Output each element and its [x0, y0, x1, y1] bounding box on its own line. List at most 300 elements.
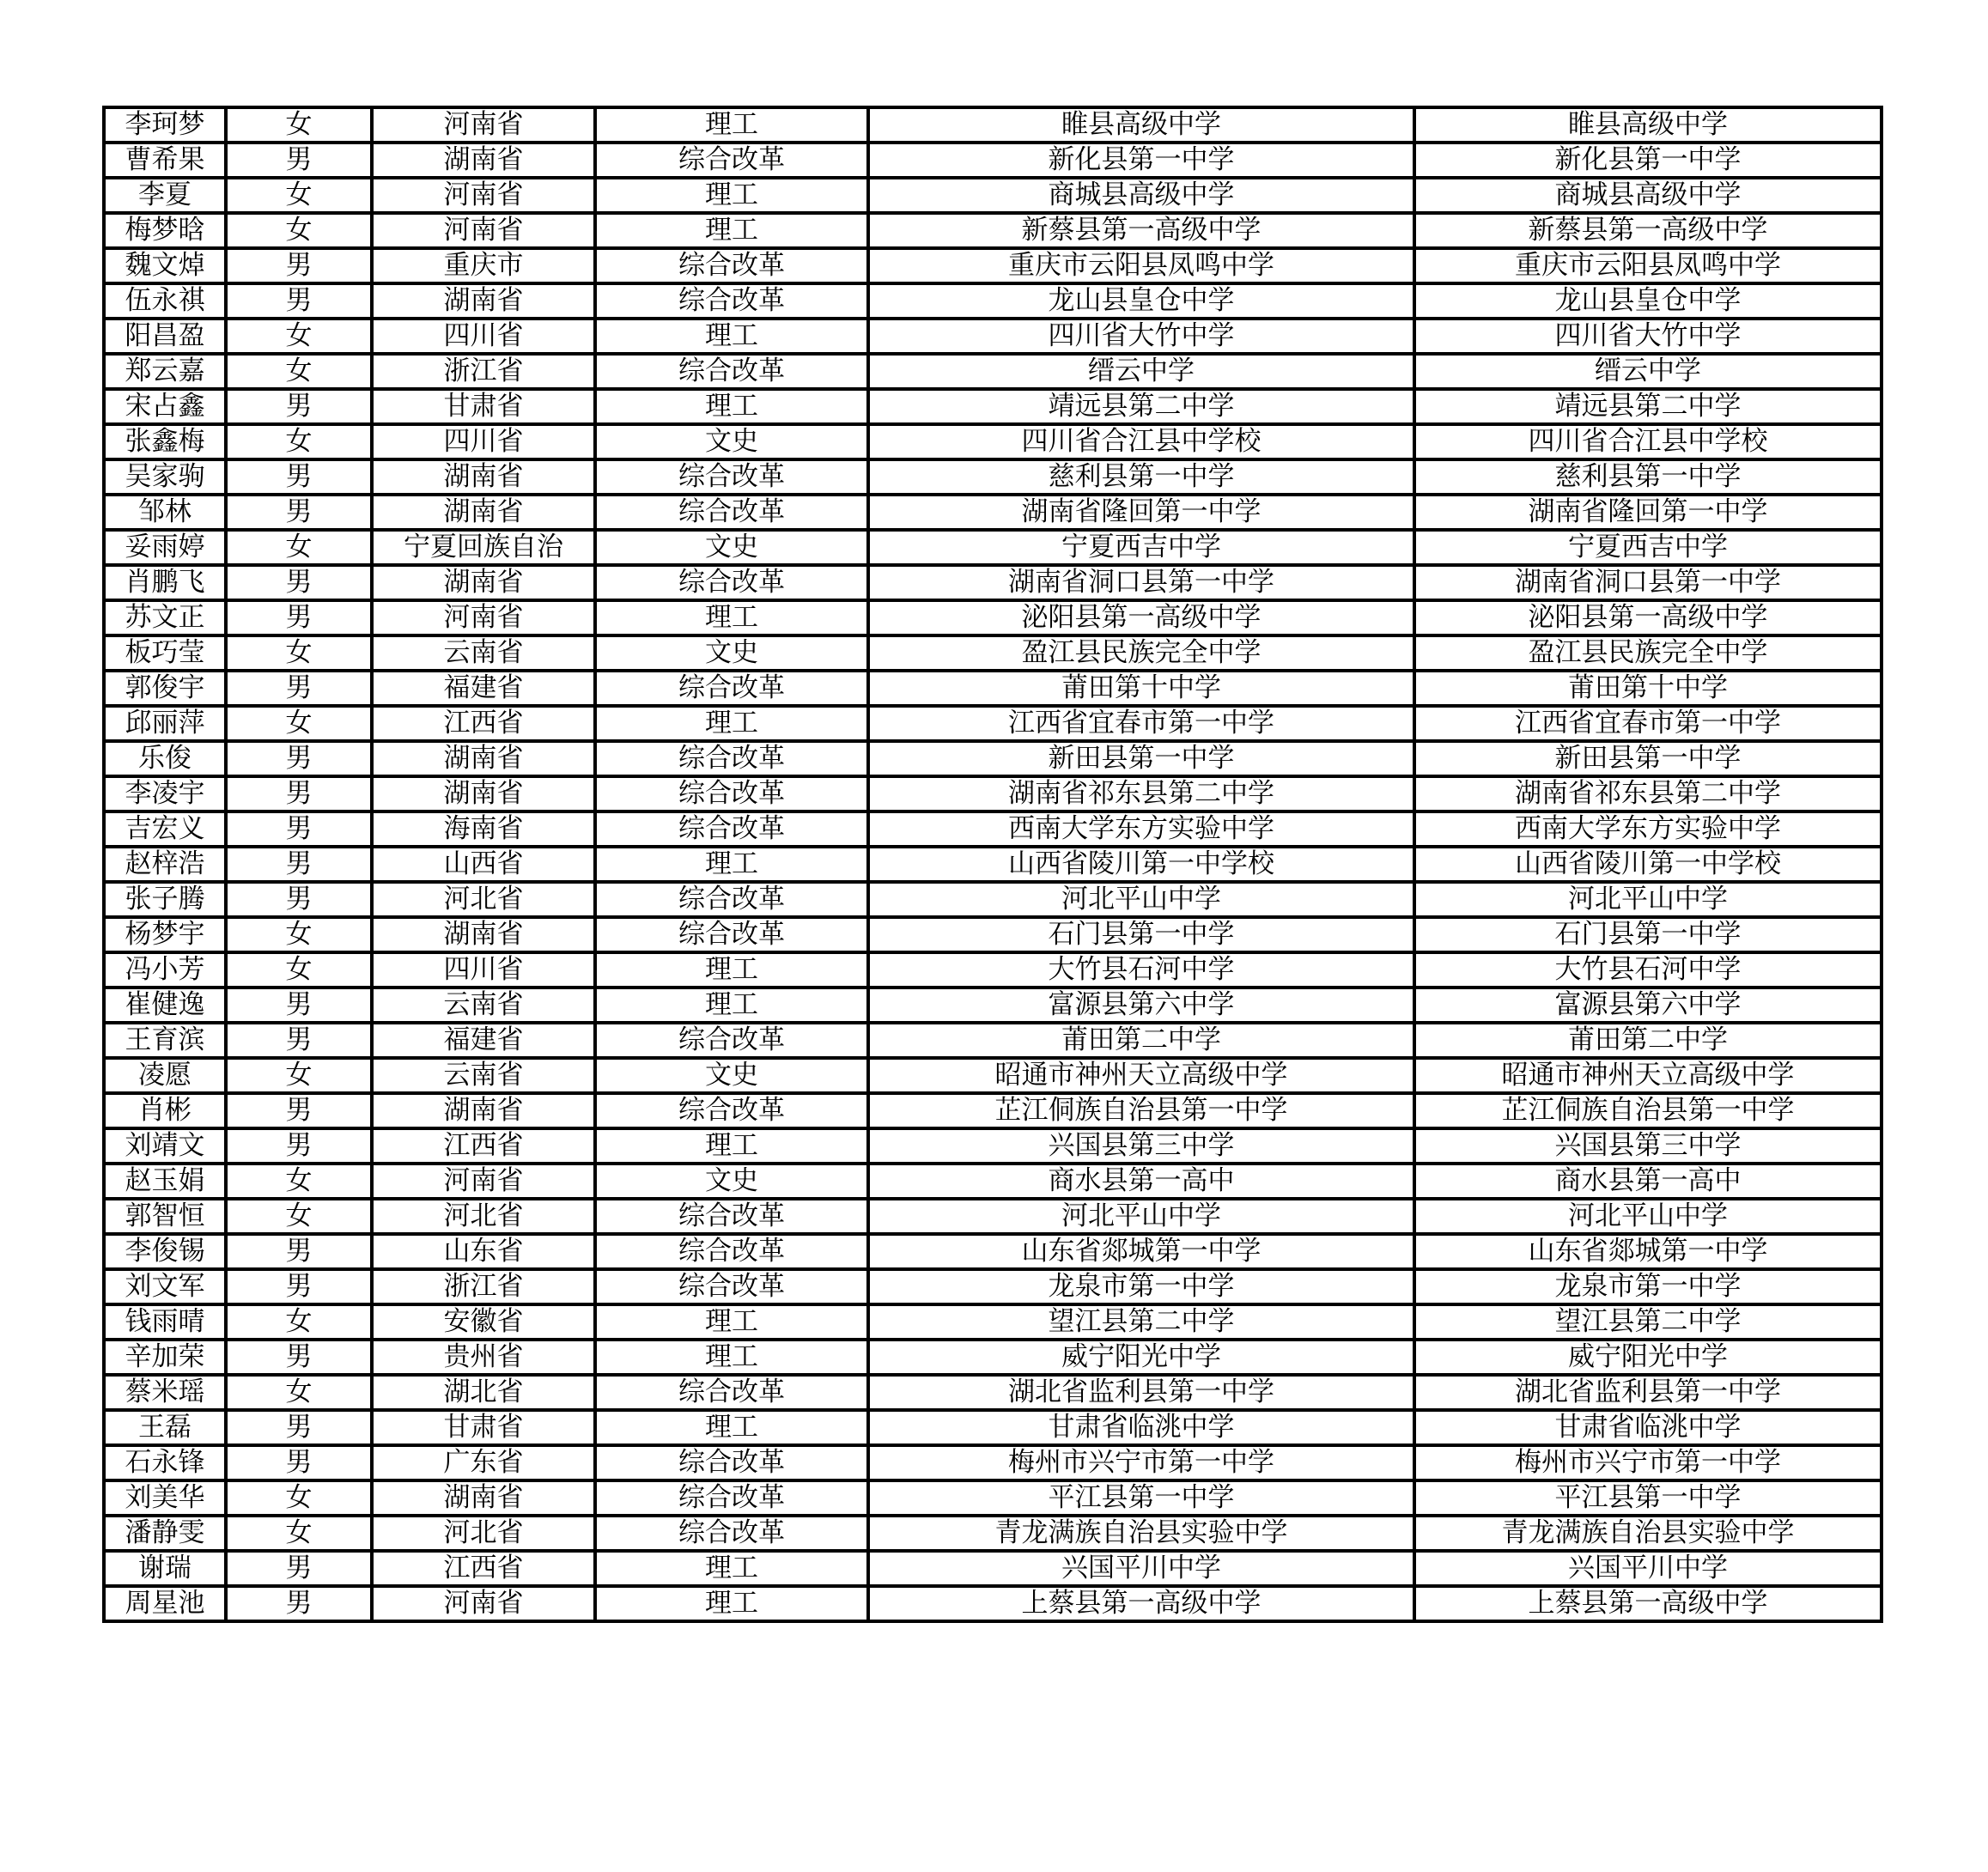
province-cell: 河北省 — [372, 1199, 595, 1234]
school-cell: 湖南省洞口县第一中学 — [868, 565, 1414, 600]
graduating-school-cell: 望江县第二中学 — [1414, 1304, 1882, 1340]
school-cell: 芷江侗族自治县第一中学 — [868, 1093, 1414, 1128]
province-cell: 湖北省 — [372, 1375, 595, 1410]
category-cell: 综合改革 — [595, 1269, 868, 1304]
graduating-school-cell: 山西省陵川第一中学校 — [1414, 847, 1882, 882]
category-cell: 理工 — [595, 1551, 868, 1586]
name-cell: 邹林 — [104, 495, 226, 530]
name-cell: 李俊锡 — [104, 1234, 226, 1269]
category-cell: 综合改革 — [595, 1480, 868, 1516]
province-cell: 湖南省 — [372, 143, 595, 178]
table-row — [104, 178, 1882, 213]
category-cell: 理工 — [595, 107, 868, 143]
school-cell: 四川省大竹中学 — [868, 319, 1414, 354]
gender-cell: 男 — [226, 1234, 372, 1269]
province-cell: 河南省 — [372, 1164, 595, 1199]
name-cell: 阳昌盈 — [104, 319, 226, 354]
graduating-school-cell: 重庆市云阳县凤鸣中学 — [1414, 248, 1882, 283]
school-cell: 富源县第六中学 — [868, 988, 1414, 1023]
graduating-school-cell: 盈江县民族完全中学 — [1414, 635, 1882, 671]
school-cell: 湖南省隆回第一中学 — [868, 495, 1414, 530]
name-cell: 凌愿 — [104, 1058, 226, 1093]
name-cell: 魏文焯 — [104, 248, 226, 283]
province-cell: 宁夏回族自治 — [372, 530, 595, 565]
school-cell: 河北平山中学 — [868, 1199, 1414, 1234]
gender-cell: 男 — [226, 495, 372, 530]
category-cell: 理工 — [595, 847, 868, 882]
province-cell: 福建省 — [372, 671, 595, 706]
name-cell: 辛加荣 — [104, 1340, 226, 1375]
school-cell: 慈利县第一中学 — [868, 459, 1414, 495]
gender-cell: 女 — [226, 213, 372, 248]
graduating-school-cell: 新化县第一中学 — [1414, 143, 1882, 178]
table-row — [104, 1234, 1882, 1269]
province-cell: 重庆市 — [372, 248, 595, 283]
province-cell: 甘肃省 — [372, 1410, 595, 1445]
table-row — [104, 1375, 1882, 1410]
province-cell: 江西省 — [372, 1128, 595, 1164]
gender-cell: 男 — [226, 600, 372, 635]
name-cell: 曹希果 — [104, 143, 226, 178]
gender-cell: 男 — [226, 283, 372, 319]
name-cell: 赵玉娟 — [104, 1164, 226, 1199]
province-cell: 湖南省 — [372, 917, 595, 952]
province-cell: 海南省 — [372, 811, 595, 847]
table-row — [104, 776, 1882, 811]
name-cell: 郑云嘉 — [104, 354, 226, 389]
category-cell: 综合改革 — [595, 459, 868, 495]
gender-cell: 女 — [226, 952, 372, 988]
name-cell: 赵梓浩 — [104, 847, 226, 882]
name-cell: 吉宏义 — [104, 811, 226, 847]
province-cell: 湖南省 — [372, 741, 595, 776]
province-cell: 河北省 — [372, 1516, 595, 1551]
category-cell: 综合改革 — [595, 1234, 868, 1269]
table-row — [104, 424, 1882, 459]
name-cell: 乐俊 — [104, 741, 226, 776]
category-cell: 综合改革 — [595, 917, 868, 952]
graduating-school-cell: 威宁阳光中学 — [1414, 1340, 1882, 1375]
category-cell: 文史 — [595, 424, 868, 459]
province-cell: 江西省 — [372, 1551, 595, 1586]
category-cell: 综合改革 — [595, 811, 868, 847]
name-cell: 崔健逸 — [104, 988, 226, 1023]
graduating-school-cell: 昭通市神州天立高级中学 — [1414, 1058, 1882, 1093]
graduating-school-cell: 宁夏西吉中学 — [1414, 530, 1882, 565]
province-cell: 河南省 — [372, 600, 595, 635]
table-row — [104, 319, 1882, 354]
graduating-school-cell: 缙云中学 — [1414, 354, 1882, 389]
gender-cell: 男 — [226, 1128, 372, 1164]
province-cell: 湖南省 — [372, 1093, 595, 1128]
province-cell: 山东省 — [372, 1234, 595, 1269]
name-cell: 李珂梦 — [104, 107, 226, 143]
province-cell: 湖南省 — [372, 283, 595, 319]
category-cell: 理工 — [595, 1128, 868, 1164]
province-cell: 四川省 — [372, 952, 595, 988]
graduating-school-cell: 莆田第二中学 — [1414, 1023, 1882, 1058]
school-cell: 昭通市神州天立高级中学 — [868, 1058, 1414, 1093]
table-row — [104, 107, 1882, 143]
gender-cell: 男 — [226, 565, 372, 600]
gender-cell: 女 — [226, 706, 372, 741]
category-cell: 综合改革 — [595, 1023, 868, 1058]
name-cell: 邱丽萍 — [104, 706, 226, 741]
name-cell: 杨梦宇 — [104, 917, 226, 952]
category-cell: 理工 — [595, 706, 868, 741]
school-cell: 甘肃省临洮中学 — [868, 1410, 1414, 1445]
name-cell: 王磊 — [104, 1410, 226, 1445]
table-row — [104, 635, 1882, 671]
gender-cell: 女 — [226, 319, 372, 354]
gender-cell: 男 — [226, 1269, 372, 1304]
graduating-school-cell: 湖南省洞口县第一中学 — [1414, 565, 1882, 600]
graduating-school-cell: 靖远县第二中学 — [1414, 389, 1882, 424]
category-cell: 综合改革 — [595, 1445, 868, 1480]
gender-cell: 女 — [226, 1375, 372, 1410]
table-row — [104, 1445, 1882, 1480]
category-cell: 综合改革 — [595, 565, 868, 600]
table-row — [104, 741, 1882, 776]
category-cell: 综合改革 — [595, 248, 868, 283]
graduating-school-cell: 甘肃省临洮中学 — [1414, 1410, 1882, 1445]
table-row — [104, 988, 1882, 1023]
category-cell: 理工 — [595, 213, 868, 248]
graduating-school-cell: 兴国平川中学 — [1414, 1551, 1882, 1586]
province-cell: 河南省 — [372, 213, 595, 248]
graduating-school-cell: 慈利县第一中学 — [1414, 459, 1882, 495]
table-row — [104, 459, 1882, 495]
category-cell: 理工 — [595, 178, 868, 213]
graduating-school-cell: 石门县第一中学 — [1414, 917, 1882, 952]
name-cell: 谢瑞 — [104, 1551, 226, 1586]
province-cell: 四川省 — [372, 319, 595, 354]
graduating-school-cell: 上蔡县第一高级中学 — [1414, 1586, 1882, 1621]
gender-cell: 女 — [226, 354, 372, 389]
name-cell: 郭智恒 — [104, 1199, 226, 1234]
table-row — [104, 495, 1882, 530]
name-cell: 妥雨婷 — [104, 530, 226, 565]
graduating-school-cell: 新田县第一中学 — [1414, 741, 1882, 776]
province-cell: 福建省 — [372, 1023, 595, 1058]
province-cell: 云南省 — [372, 635, 595, 671]
table-row — [104, 1304, 1882, 1340]
gender-cell: 男 — [226, 776, 372, 811]
name-cell: 梅梦晗 — [104, 213, 226, 248]
category-cell: 文史 — [595, 530, 868, 565]
table-row — [104, 1023, 1882, 1058]
category-cell: 理工 — [595, 389, 868, 424]
province-cell: 浙江省 — [372, 354, 595, 389]
graduating-school-cell: 泌阳县第一高级中学 — [1414, 600, 1882, 635]
graduating-school-cell: 四川省合江县中学校 — [1414, 424, 1882, 459]
province-cell: 河南省 — [372, 107, 595, 143]
table-row — [104, 1340, 1882, 1375]
name-cell: 刘美华 — [104, 1480, 226, 1516]
category-cell: 综合改革 — [595, 495, 868, 530]
graduating-school-cell: 江西省宜春市第一中学 — [1414, 706, 1882, 741]
province-cell: 河南省 — [372, 178, 595, 213]
province-cell: 江西省 — [372, 706, 595, 741]
table-row — [104, 565, 1882, 600]
graduating-school-cell: 龙山县皇仓中学 — [1414, 283, 1882, 319]
category-cell: 理工 — [595, 319, 868, 354]
table-row — [104, 213, 1882, 248]
category-cell: 理工 — [595, 600, 868, 635]
table-row — [104, 1551, 1882, 1586]
school-cell: 大竹县石河中学 — [868, 952, 1414, 988]
gender-cell: 男 — [226, 459, 372, 495]
table-row — [104, 143, 1882, 178]
graduating-school-cell: 芷江侗族自治县第一中学 — [1414, 1093, 1882, 1128]
name-cell: 蔡米瑶 — [104, 1375, 226, 1410]
table-row — [104, 248, 1882, 283]
province-cell: 广东省 — [372, 1445, 595, 1480]
name-cell: 李凌宇 — [104, 776, 226, 811]
school-cell: 四川省合江县中学校 — [868, 424, 1414, 459]
name-cell: 钱雨晴 — [104, 1304, 226, 1340]
school-cell: 兴国县第三中学 — [868, 1128, 1414, 1164]
school-cell: 湖北省监利县第一中学 — [868, 1375, 1414, 1410]
graduating-school-cell: 梅州市兴宁市第一中学 — [1414, 1445, 1882, 1480]
name-cell: 冯小芳 — [104, 952, 226, 988]
school-cell: 兴国平川中学 — [868, 1551, 1414, 1586]
graduating-school-cell: 商城县高级中学 — [1414, 178, 1882, 213]
graduating-school-cell: 兴国县第三中学 — [1414, 1128, 1882, 1164]
name-cell: 李夏 — [104, 178, 226, 213]
school-cell: 石门县第一中学 — [868, 917, 1414, 952]
school-cell: 莆田第二中学 — [868, 1023, 1414, 1058]
school-cell: 新田县第一中学 — [868, 741, 1414, 776]
category-cell: 综合改革 — [595, 882, 868, 917]
category-cell: 综合改革 — [595, 143, 868, 178]
table-row — [104, 1410, 1882, 1445]
school-cell: 江西省宜春市第一中学 — [868, 706, 1414, 741]
name-cell: 伍永祺 — [104, 283, 226, 319]
gender-cell: 男 — [226, 1551, 372, 1586]
province-cell: 贵州省 — [372, 1340, 595, 1375]
province-cell: 云南省 — [372, 1058, 595, 1093]
graduating-school-cell: 商水县第一高中 — [1414, 1164, 1882, 1199]
school-cell: 山东省郯城第一中学 — [868, 1234, 1414, 1269]
gender-cell: 男 — [226, 1023, 372, 1058]
name-cell: 张鑫梅 — [104, 424, 226, 459]
gender-cell: 男 — [226, 741, 372, 776]
gender-cell: 女 — [226, 107, 372, 143]
school-cell: 河北平山中学 — [868, 882, 1414, 917]
table-row — [104, 952, 1882, 988]
gender-cell: 女 — [226, 178, 372, 213]
name-cell: 肖鹏飞 — [104, 565, 226, 600]
category-cell: 理工 — [595, 1340, 868, 1375]
school-cell: 梅州市兴宁市第一中学 — [868, 1445, 1414, 1480]
gender-cell: 男 — [226, 1093, 372, 1128]
gender-cell: 女 — [226, 1480, 372, 1516]
school-cell: 龙山县皇仓中学 — [868, 283, 1414, 319]
category-cell: 综合改革 — [595, 354, 868, 389]
school-cell: 泌阳县第一高级中学 — [868, 600, 1414, 635]
school-cell: 平江县第一中学 — [868, 1480, 1414, 1516]
category-cell: 综合改革 — [595, 671, 868, 706]
gender-cell: 男 — [226, 1340, 372, 1375]
name-cell: 肖彬 — [104, 1093, 226, 1128]
name-cell: 吴家驹 — [104, 459, 226, 495]
name-cell: 王育滨 — [104, 1023, 226, 1058]
category-cell: 文史 — [595, 635, 868, 671]
name-cell: 刘靖文 — [104, 1128, 226, 1164]
school-cell: 山西省陵川第一中学校 — [868, 847, 1414, 882]
category-cell: 综合改革 — [595, 1516, 868, 1551]
gender-cell: 男 — [226, 811, 372, 847]
student-table-body — [104, 107, 1882, 1621]
gender-cell: 女 — [226, 635, 372, 671]
table-row — [104, 847, 1882, 882]
table-row — [104, 917, 1882, 952]
province-cell: 云南省 — [372, 988, 595, 1023]
graduating-school-cell: 河北平山中学 — [1414, 882, 1882, 917]
category-cell: 综合改革 — [595, 776, 868, 811]
name-cell: 张子腾 — [104, 882, 226, 917]
gender-cell: 男 — [226, 1445, 372, 1480]
table-row — [104, 882, 1882, 917]
graduating-school-cell: 睢县高级中学 — [1414, 107, 1882, 143]
graduating-school-cell: 青龙满族自治县实验中学 — [1414, 1516, 1882, 1551]
gender-cell: 男 — [226, 143, 372, 178]
table-row — [104, 1269, 1882, 1304]
graduating-school-cell: 湖北省监利县第一中学 — [1414, 1375, 1882, 1410]
category-cell: 理工 — [595, 1304, 868, 1340]
province-cell: 湖南省 — [372, 495, 595, 530]
school-cell: 靖远县第二中学 — [868, 389, 1414, 424]
table-row — [104, 389, 1882, 424]
table-row — [104, 671, 1882, 706]
name-cell: 宋占鑫 — [104, 389, 226, 424]
graduating-school-cell: 西南大学东方实验中学 — [1414, 811, 1882, 847]
gender-cell: 女 — [226, 1164, 372, 1199]
name-cell: 潘静雯 — [104, 1516, 226, 1551]
graduating-school-cell: 山东省郯城第一中学 — [1414, 1234, 1882, 1269]
gender-cell: 男 — [226, 988, 372, 1023]
category-cell: 综合改革 — [595, 1375, 868, 1410]
school-cell: 盈江县民族完全中学 — [868, 635, 1414, 671]
school-cell: 莆田第十中学 — [868, 671, 1414, 706]
category-cell: 综合改革 — [595, 283, 868, 319]
province-cell: 湖南省 — [372, 776, 595, 811]
graduating-school-cell: 平江县第一中学 — [1414, 1480, 1882, 1516]
table-row — [104, 1093, 1882, 1128]
province-cell: 湖南省 — [372, 565, 595, 600]
province-cell: 浙江省 — [372, 1269, 595, 1304]
gender-cell: 女 — [226, 1516, 372, 1551]
school-cell: 重庆市云阳县凤鸣中学 — [868, 248, 1414, 283]
gender-cell: 男 — [226, 389, 372, 424]
school-cell: 西南大学东方实验中学 — [868, 811, 1414, 847]
gender-cell: 男 — [226, 248, 372, 283]
table-row — [104, 706, 1882, 741]
student-table — [102, 106, 1883, 1623]
name-cell: 板巧莹 — [104, 635, 226, 671]
school-cell: 威宁阳光中学 — [868, 1340, 1414, 1375]
table-row — [104, 1164, 1882, 1199]
graduating-school-cell: 龙泉市第一中学 — [1414, 1269, 1882, 1304]
province-cell: 河北省 — [372, 882, 595, 917]
school-cell: 望江县第二中学 — [868, 1304, 1414, 1340]
table-row — [104, 354, 1882, 389]
gender-cell: 女 — [226, 1304, 372, 1340]
school-cell: 睢县高级中学 — [868, 107, 1414, 143]
graduating-school-cell: 大竹县石河中学 — [1414, 952, 1882, 988]
gender-cell: 男 — [226, 1586, 372, 1621]
table-row — [104, 1058, 1882, 1093]
table-row — [104, 1586, 1882, 1621]
gender-cell: 男 — [226, 847, 372, 882]
name-cell: 苏文正 — [104, 600, 226, 635]
gender-cell: 女 — [226, 530, 372, 565]
category-cell: 综合改革 — [595, 1199, 868, 1234]
category-cell: 文史 — [595, 1058, 868, 1093]
province-cell: 河南省 — [372, 1586, 595, 1621]
table-row — [104, 530, 1882, 565]
category-cell: 理工 — [595, 952, 868, 988]
table-row — [104, 283, 1882, 319]
graduating-school-cell: 湖南省隆回第一中学 — [1414, 495, 1882, 530]
graduating-school-cell: 莆田第十中学 — [1414, 671, 1882, 706]
province-cell: 甘肃省 — [372, 389, 595, 424]
province-cell: 山西省 — [372, 847, 595, 882]
category-cell: 综合改革 — [595, 1093, 868, 1128]
category-cell: 理工 — [595, 1410, 868, 1445]
category-cell: 理工 — [595, 1586, 868, 1621]
school-cell: 缙云中学 — [868, 354, 1414, 389]
graduating-school-cell: 富源县第六中学 — [1414, 988, 1882, 1023]
gender-cell: 男 — [226, 1410, 372, 1445]
name-cell: 郭俊宇 — [104, 671, 226, 706]
table-row — [104, 600, 1882, 635]
name-cell: 刘文军 — [104, 1269, 226, 1304]
category-cell: 理工 — [595, 988, 868, 1023]
province-cell: 湖南省 — [372, 1480, 595, 1516]
graduating-school-cell: 湖南省祁东县第二中学 — [1414, 776, 1882, 811]
gender-cell: 女 — [226, 424, 372, 459]
gender-cell: 女 — [226, 917, 372, 952]
category-cell: 文史 — [595, 1164, 868, 1199]
gender-cell: 男 — [226, 882, 372, 917]
school-cell: 青龙满族自治县实验中学 — [868, 1516, 1414, 1551]
school-cell: 湖南省祁东县第二中学 — [868, 776, 1414, 811]
school-cell: 商水县第一高中 — [868, 1164, 1414, 1199]
table-row — [104, 1480, 1882, 1516]
table-row — [104, 811, 1882, 847]
school-cell: 上蔡县第一高级中学 — [868, 1586, 1414, 1621]
graduating-school-cell: 四川省大竹中学 — [1414, 319, 1882, 354]
province-cell: 安徽省 — [372, 1304, 595, 1340]
school-cell: 宁夏西吉中学 — [868, 530, 1414, 565]
table-row — [104, 1128, 1882, 1164]
graduating-school-cell: 新蔡县第一高级中学 — [1414, 213, 1882, 248]
province-cell: 四川省 — [372, 424, 595, 459]
school-cell: 龙泉市第一中学 — [868, 1269, 1414, 1304]
name-cell: 石永锋 — [104, 1445, 226, 1480]
gender-cell: 女 — [226, 1199, 372, 1234]
school-cell: 商城县高级中学 — [868, 178, 1414, 213]
table-row — [104, 1199, 1882, 1234]
school-cell: 新化县第一中学 — [868, 143, 1414, 178]
category-cell: 综合改革 — [595, 741, 868, 776]
gender-cell: 女 — [226, 1058, 372, 1093]
province-cell: 湖南省 — [372, 459, 595, 495]
gender-cell: 男 — [226, 671, 372, 706]
graduating-school-cell: 河北平山中学 — [1414, 1199, 1882, 1234]
